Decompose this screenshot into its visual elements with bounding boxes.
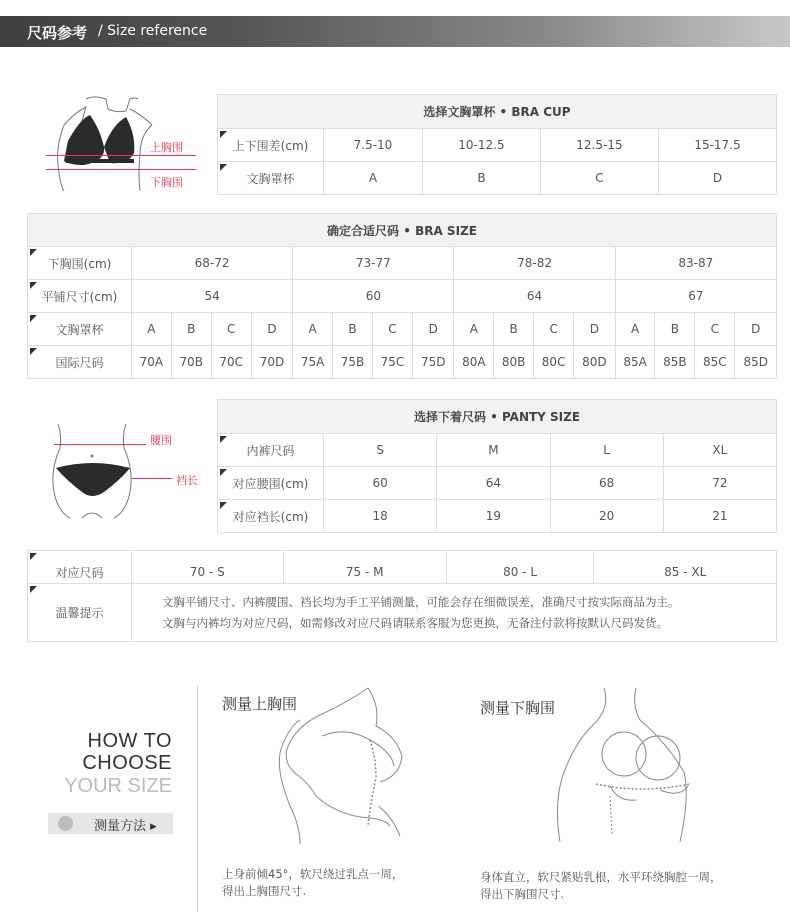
- cup-cell: B: [655, 313, 695, 346]
- cup-cell: C: [534, 313, 574, 346]
- diff-cell: 15-17.5: [658, 129, 776, 162]
- measure-lower-figure: [540, 686, 720, 846]
- panty-size-title: 选择下着尺码 • PANTY SIZE: [218, 400, 777, 434]
- match-table: [27, 550, 777, 642]
- row-label-crotch: 对应裆长(cm): [218, 500, 324, 533]
- panty-size-cell: M: [437, 434, 550, 467]
- intl-size-cell: 75D: [412, 346, 453, 379]
- flat-cell: 54: [132, 280, 293, 313]
- diff-cell: 7.5-10: [324, 129, 423, 162]
- lower-bust-label: 下胸围: [150, 176, 183, 189]
- howto-line1: HOW TO: [87, 730, 172, 752]
- row-label-flat: 平铺尺寸(cm): [28, 280, 132, 313]
- underbust-cell: 73-77: [293, 247, 454, 280]
- measure-upper-figure: [250, 686, 430, 846]
- match-cell: 80 - L: [446, 551, 594, 584]
- match-cell: 75 - M: [283, 551, 446, 584]
- crotch-label: 裆长: [176, 474, 198, 487]
- lower-bust-line: [46, 169, 196, 170]
- flat-cell: 67: [615, 280, 776, 313]
- cup-cell: D: [251, 313, 292, 346]
- desc-line: 得出上胸围尺寸.: [222, 884, 307, 898]
- tip-line: 文胸平铺尺寸、内裤腰围、裆长均为手工平铺测量，可能会存在细微误差，准确尺寸按实际商品为主。: [162, 594, 680, 609]
- cup-cell: C: [372, 313, 412, 346]
- intl-size-cell: 70D: [251, 346, 292, 379]
- cup-cell: D: [412, 313, 453, 346]
- panty-figure: [48, 420, 138, 520]
- panty-size-cell: L: [550, 434, 663, 467]
- cup-cell: B: [171, 313, 211, 346]
- waist-cell: 64: [437, 467, 550, 500]
- row-label-intl: 国际尺码: [28, 346, 132, 379]
- intl-size-cell: 85B: [655, 346, 695, 379]
- howto-line2: CHOOSE: [82, 752, 172, 774]
- intl-size-cell: 80C: [534, 346, 574, 379]
- intl-size-cell: 70A: [132, 346, 172, 379]
- intl-size-cell: 75C: [372, 346, 412, 379]
- underbust-cell: 83-87: [615, 247, 776, 280]
- bra-cup-table: [217, 94, 777, 195]
- intl-size-cell: 80D: [574, 346, 615, 379]
- measure-lower-title: 测量下胸围: [480, 699, 556, 717]
- cup-cell: A: [293, 313, 333, 346]
- waist-cell: 60: [324, 467, 437, 500]
- cup-cell: A: [454, 313, 494, 346]
- row-label-match: 对应尺码: [28, 551, 132, 584]
- panty-size-cell: XL: [663, 434, 776, 467]
- cup-cell: A: [324, 162, 423, 195]
- diff-cell: 12.5-15: [540, 129, 658, 162]
- section-header: [0, 16, 790, 47]
- divider: [197, 686, 198, 912]
- waist-line: [54, 444, 146, 445]
- row-label-tips: 温馨提示: [28, 584, 132, 642]
- row-label-diff: 上下围差(cm): [218, 129, 324, 162]
- row-label-cup: 文胸罩杯: [28, 313, 132, 346]
- bra-cup-title: 选择文胸罩杯 • BRA CUP: [218, 95, 777, 129]
- measure-method-label: 测量方法 ▸: [94, 819, 157, 834]
- intl-size-cell: 80B: [494, 346, 534, 379]
- cup-cell: B: [333, 313, 373, 346]
- howto-line3: YOUR SIZE: [64, 775, 172, 797]
- cup-cell: A: [615, 313, 655, 346]
- underbust-cell: 68-72: [132, 247, 293, 280]
- cup-cell: D: [735, 313, 777, 346]
- header-title-zh: 尺码参考: [27, 24, 88, 42]
- desc-line: 上身前倾45°，软尺绕过乳点一周，: [222, 867, 404, 881]
- match-cell: 70 - S: [132, 551, 284, 584]
- measure-upper-desc: [222, 866, 403, 900]
- measure-method-button[interactable]: [48, 813, 173, 834]
- waist-cell: 72: [663, 467, 776, 500]
- flat-cell: 60: [293, 280, 454, 313]
- tape-icon: [58, 816, 73, 831]
- intl-size-cell: 75B: [333, 346, 373, 379]
- crotch-cell: 20: [550, 500, 663, 533]
- upper-bust-line: [46, 155, 196, 156]
- diff-cell: 10-12.5: [422, 129, 540, 162]
- crotch-cell: 19: [437, 500, 550, 533]
- crotch-line: [132, 478, 172, 479]
- match-cell: 85 - XL: [594, 551, 777, 584]
- measure-upper-title: 测量上胸围: [222, 695, 298, 713]
- crotch-cell: 21: [663, 500, 776, 533]
- row-label-underbust: 下胸围(cm): [28, 247, 132, 280]
- intl-size-cell: 85A: [615, 346, 655, 379]
- cup-cell: C: [540, 162, 658, 195]
- cup-cell: B: [494, 313, 534, 346]
- cup-cell: C: [695, 313, 735, 346]
- desc-line: 得出下胸围尺寸.: [480, 887, 565, 901]
- crotch-cell: 18: [324, 500, 437, 533]
- cup-cell: D: [574, 313, 615, 346]
- upper-bust-label: 上胸围: [150, 141, 183, 154]
- intl-size-cell: 75A: [293, 346, 333, 379]
- row-label-cup: 文胸罩杯: [218, 162, 324, 195]
- howto-heading: [60, 730, 172, 798]
- waist-cell: 68: [550, 467, 663, 500]
- underbust-cell: 78-82: [454, 247, 615, 280]
- cup-cell: C: [211, 313, 251, 346]
- tips-cell: [132, 584, 777, 642]
- row-label-waist: 对应腰围(cm): [218, 467, 324, 500]
- tip-line: 文胸与内裤均为对应尺码，如需修改对应尺码请联系客服为您更换，无备注付款将按默认尺码发货。: [162, 615, 668, 630]
- intl-size-cell: 80A: [454, 346, 494, 379]
- cup-cell: B: [422, 162, 540, 195]
- cup-cell: A: [132, 313, 172, 346]
- cup-cell: D: [658, 162, 776, 195]
- header-title-en: / Size reference: [98, 23, 208, 39]
- intl-size-cell: 85C: [695, 346, 735, 379]
- measure-lower-desc: [480, 869, 722, 903]
- intl-size-cell: 70C: [211, 346, 251, 379]
- flat-cell: 64: [454, 280, 615, 313]
- panty-size-cell: S: [324, 434, 437, 467]
- row-label-panty-size: 内裤尺码: [218, 434, 324, 467]
- intl-size-cell: 70B: [171, 346, 211, 379]
- desc-line: 身体直立，软尺紧贴乳根，水平环绕胸腔一周，: [480, 870, 722, 884]
- bra-size-table: [27, 213, 777, 379]
- bra-figure: [34, 95, 214, 195]
- waist-label: 腰围: [150, 434, 172, 447]
- intl-size-cell: 85D: [735, 346, 777, 379]
- panty-size-table: [217, 399, 777, 533]
- bra-size-title: 确定合适尺码 • BRA SIZE: [28, 214, 777, 247]
